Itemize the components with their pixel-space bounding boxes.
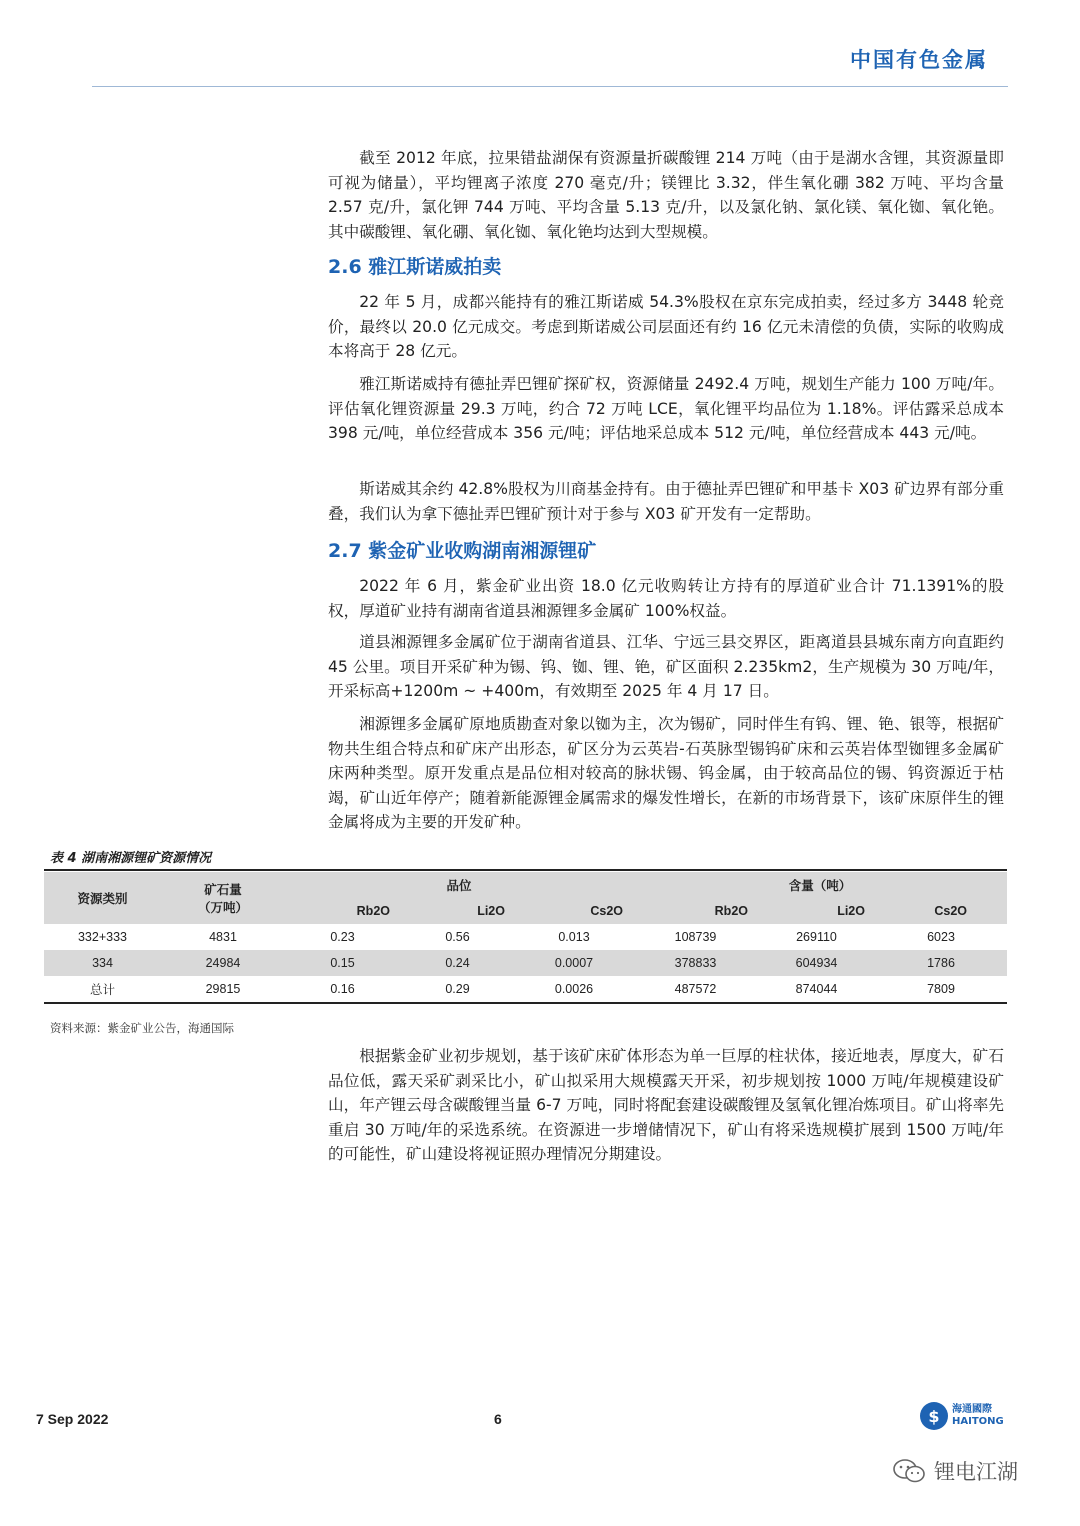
cell-content-cs2o: 7809 (875, 976, 1007, 1003)
cell-grade-rb2o: 0.15 (285, 950, 400, 976)
cell-ore: 24984 (161, 950, 285, 976)
cell-category: 总计 (44, 976, 161, 1003)
header-grade-cs2o: Cs2O (515, 898, 633, 924)
body-intro (328, 146, 1004, 244)
cell-ore: 29815 (161, 976, 285, 1003)
cell-content-rb2o: 108739 (674, 930, 717, 944)
cell-grade-li2o: 0.56 (445, 930, 470, 944)
body-after-table (328, 1044, 1004, 1167)
cell-content-rb2o: 487572 (633, 976, 758, 1003)
cell-grade-cs2o: 0.013 (558, 930, 590, 944)
cell-content-cs2o: 6023 (927, 930, 955, 944)
wechat-icon (892, 1458, 926, 1484)
header-ore-unit: （万吨） (197, 901, 248, 915)
header-grade-li2o: Li2O (400, 898, 515, 924)
haitong-logo-text (952, 1404, 1004, 1428)
paragraph-2-7-3: 湘源锂多金属矿原地质勘查对象以铷为主，次为锡矿，同时伴生有钨、锂、铯、银等，根据矿物共生组合特点和矿床产出形态，矿区分为云英岩-石英脉型锡钨矿床和云英岩体型铷锂多金属矿床两种类型。原开发重点是品位相对较高的脉状锡、钨金属，由于较高品位的锡、钨资源近于枯竭，矿山近年停产；随着新能源锂金属需求的爆发性增长，在新的市场背景下，该矿床原伴生的锂金属将成为主要的开发矿种。 (328, 715, 1004, 831)
haitong-logo (920, 1402, 1004, 1430)
cell-grade-rb2o: 0.23 (330, 930, 355, 944)
table-row (44, 950, 1007, 976)
table-top-rule (44, 869, 1007, 871)
cell-content-rb2o: 378833 (633, 950, 758, 976)
cell-grade-rb2o: 0.16 (285, 976, 400, 1003)
section-2-6 (328, 252, 1004, 279)
table-title: 表 4 湖南湘源锂矿资源情况 (50, 851, 212, 866)
cell-category: 334 (44, 950, 161, 976)
cell-content-li2o: 604934 (758, 950, 875, 976)
watermark (892, 1456, 1018, 1486)
header-ore (161, 872, 285, 924)
resource-table (44, 872, 1007, 1004)
logo-cn: 海通國際 (952, 1404, 992, 1415)
header-grade-rb2o: Rb2O (285, 898, 400, 924)
cell-content-li2o: 269110 (796, 930, 837, 944)
logo-en: HAITONG (952, 1416, 1004, 1427)
haitong-logo-icon: $ (920, 1402, 948, 1430)
header-category: 资源类别 (44, 872, 161, 924)
section-title-2-6: 2.6 雅江斯诺威拍卖 (328, 256, 502, 278)
section-title-2-7: 2.7 紫金矿业收购湖南湘源锂矿 (328, 540, 597, 562)
header-ore-label: 矿石量 (204, 883, 242, 897)
header-divider (92, 86, 1008, 87)
watermark-text: 锂电江湖 (934, 1460, 1018, 1484)
cell-ore: 4831 (209, 930, 237, 944)
table-row (44, 976, 1007, 1003)
header-content-rb2o: Rb2O (633, 898, 758, 924)
page-number: 6 (494, 1411, 502, 1427)
section-2-6-body-2 (328, 372, 1004, 446)
paragraph-intro: 截至 2012 年底，拉果错盐湖保有资源量折碳酸锂 214 万吨（由于是湖水含锂，其资源量即可视为储量），平均锂离子浓度 270 毫克/升；镁锂比 3.32，伴生氧化硼 382 万吨、平均含量 2.57 克/升，氯化钾 744 万吨、平均含量 5.13 克/升，以及氯化钠、氯化镁、氧化铷、氧化铯。其中碳酸锂、氧化硼、氧化铷、氧化铯均达到大型规模。 (328, 149, 1004, 241)
paragraph-2-6-1: 22 年 5 月，成都兴能持有的雅江斯诺威 54.3%股权在京东完成拍卖，经过多方 3448 轮竞价，最终以 20.0 亿元成交。考虑到斯诺威公司层面还有约 16 亿元未清偿的负债，实际的收购成本将高于 28 亿元。 (328, 293, 1004, 360)
paragraph-2-7-1: 2022 年 6 月，紫金矿业出资 18.0 亿元收购转让方持有的厚道矿业合计 71.1391%的股权，厚道矿业持有湖南省道县湘源锂多金属矿 100%权益。 (328, 577, 1004, 620)
cell-grade-cs2o: 0.0026 (515, 976, 633, 1003)
cell-content-cs2o: 1786 (875, 950, 1007, 976)
section-2-6-body-3 (328, 477, 1004, 526)
cell-grade-li2o: 0.24 (400, 950, 515, 976)
table-row (44, 924, 1007, 950)
header-content: 含量（吨） (633, 872, 1007, 898)
header-brand: 中国有色金属 (850, 48, 988, 72)
header-content-li2o: Li2O (758, 898, 875, 924)
cell-grade-li2o: 0.29 (400, 976, 515, 1003)
cell-category: 332+333 (77, 930, 127, 944)
header-content-cs2o: Cs2O (875, 898, 1007, 924)
paragraph-2-7-2: 道县湘源锂多金属矿位于湖南省道县、江华、宁远三县交界区，距离道县县城东南方向直距约 45 公里。项目开采矿种为锡、钨、铷、锂、铯，矿区面积 2.235km2，生产规模为 30 万吨/年，开采标高+1200m ~ +400m，有效期至 2025 年 4 月 17 日。 (328, 633, 1004, 700)
section-2-7 (328, 536, 1004, 563)
cell-content-li2o: 874044 (758, 976, 875, 1003)
section-2-7-body-3 (328, 712, 1004, 835)
cell-grade-cs2o: 0.0007 (515, 950, 633, 976)
section-2-6-body (328, 290, 1004, 364)
paragraph-after-table: 根据紫金矿业初步规划，基于该矿床矿体形态为单一巨厚的柱状体，接近地表，厚度大，矿石品位低，露天采矿剥采比小，矿山拟采用大规模露天开采，初步规划按 1000 万吨/年规模建设矿山，年产锂云母含碳酸锂当量 6-7 万吨，同时将配套建设碳酸锂及氢氧化锂冶炼项目。矿山将率先重启 30 万吨/年的采选系统。在资源进一步增储情况下，矿山有将采选规模扩展到 1500 万吨/年的可能性，矿山建设将视证照办理情况分期建设。 (328, 1047, 1004, 1163)
paragraph-2-6-3: 斯诺威其余约 42.8%股权为川商基金持有。由于德扯弄巴锂矿和甲基卡 X03 矿边界有部分重叠，我们认为拿下德扯弄巴锂矿预计对于参与 X03 矿开发有一定帮助。 (328, 480, 1004, 523)
section-2-7-body-2 (328, 630, 1004, 704)
section-2-7-body-1 (328, 574, 1004, 623)
footer-date: 7 Sep 2022 (36, 1411, 109, 1427)
paragraph-2-6-2: 雅江斯诺威持有德扯弄巴锂矿探矿权，资源储量 2492.4 万吨，规划生产能力 100 万吨/年。评估氧化锂资源量 29.3 万吨，约合 72 万吨 LCE，氧化锂平均品位为 1.18%。评估露采总成本 398 元/吨，单位经营成本 356 元/吨；评估地采总成本 512 元/吨，单位经营成本 443 元/吨。 (328, 375, 1004, 442)
table-source: 资料来源：紫金矿业公告，海通国际 (50, 1021, 234, 1035)
header-grade: 品位 (285, 872, 633, 898)
